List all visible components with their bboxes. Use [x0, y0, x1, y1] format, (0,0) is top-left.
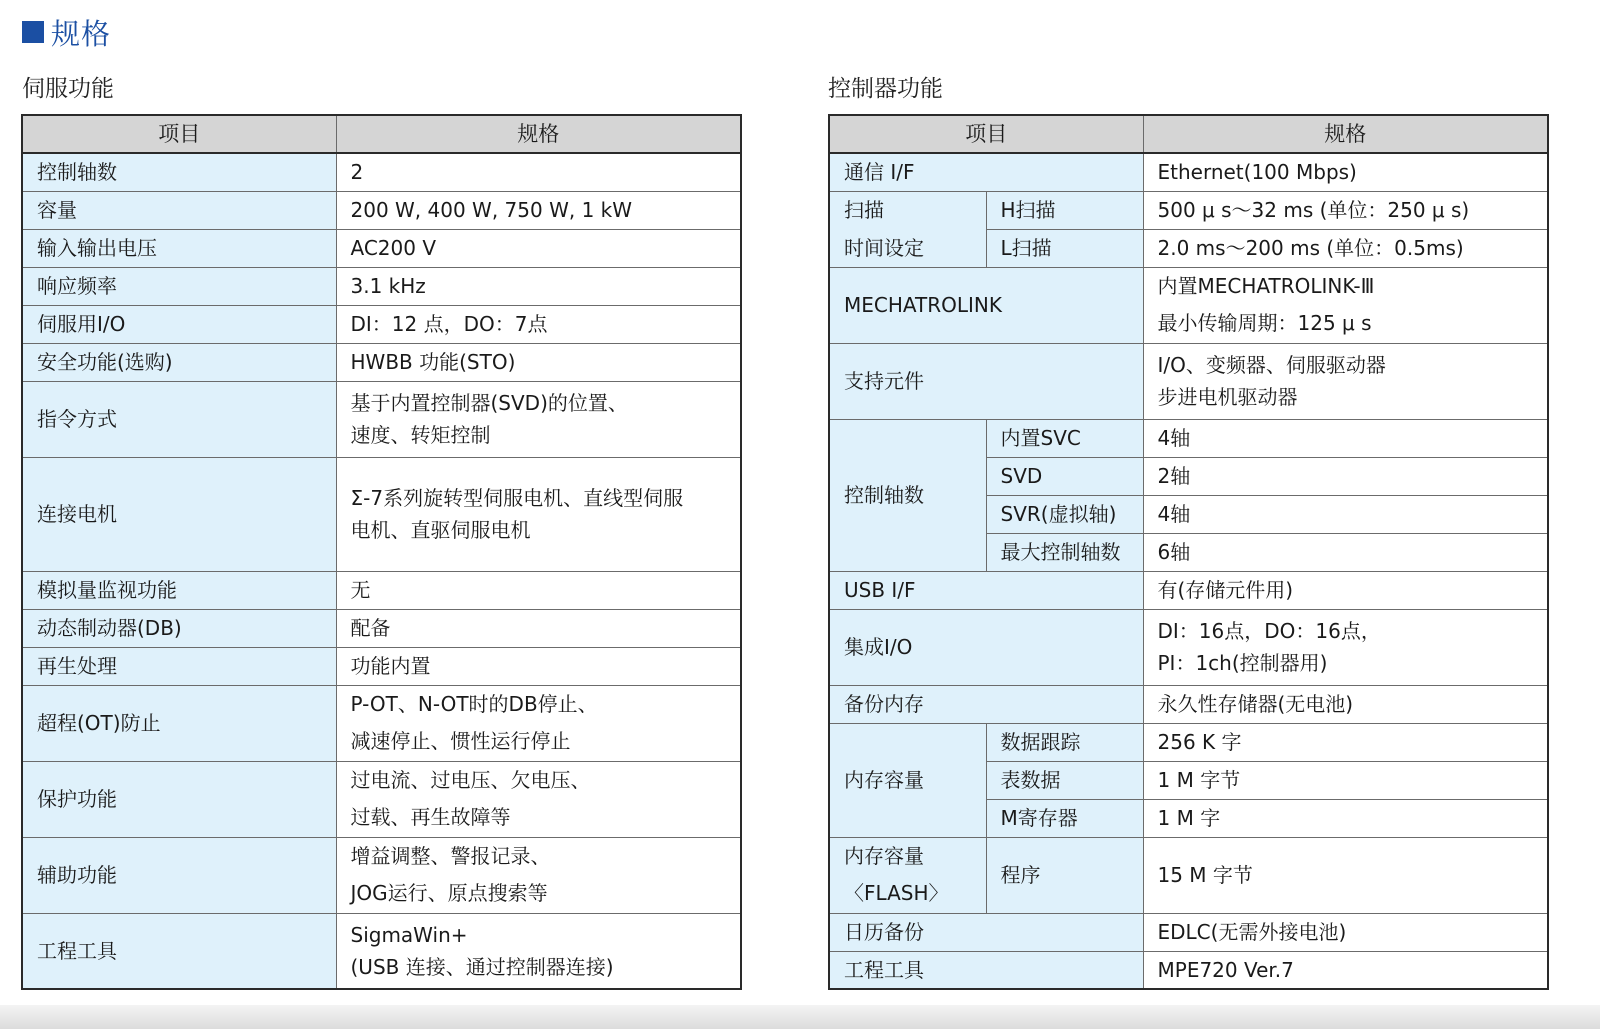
row-label: 内存容量	[829, 723, 986, 837]
row-value-line: 内置MECHATROLINK-Ⅲ	[1157, 274, 1375, 298]
row-sublabel: 数据跟踪	[986, 723, 1143, 761]
row-value-line: Σ-7系列旋转型伺服电机、直线型伺服	[350, 486, 684, 510]
row-value: 4轴	[1143, 495, 1548, 533]
row-sublabel: 程序	[986, 837, 1143, 913]
row-label: MECHATROLINK	[829, 267, 1143, 343]
table-row	[22, 647, 741, 685]
table-row	[829, 571, 1548, 609]
table-row	[829, 685, 1548, 723]
row-label: 动态制动器(DB)	[22, 609, 336, 647]
row-value-line: 过载、再生故障等	[350, 805, 511, 829]
row-label: 容量	[22, 191, 336, 229]
col-header-item: 项目	[829, 115, 1143, 153]
row-value: HWBB 功能(STO)	[336, 343, 741, 381]
table-row	[22, 457, 741, 571]
row-value: 6轴	[1143, 533, 1548, 571]
servo-section-title: 伺服功能	[22, 76, 114, 102]
row-label	[829, 191, 986, 267]
row-sublabel: H扫描	[986, 191, 1143, 229]
row-value-line: (USB 连接、通过控制器连接)	[350, 954, 614, 979]
table-row	[829, 343, 1548, 419]
row-value-line: DI：16点，DO：16点，	[1157, 619, 1381, 643]
row-label: 备份内存	[829, 685, 1143, 723]
heading-square-icon	[22, 21, 44, 43]
row-value	[336, 761, 741, 837]
row-sublabel: SVR(虚拟轴)	[986, 495, 1143, 533]
row-value-line: 步进电机驱动器	[1157, 385, 1298, 409]
table-row	[22, 609, 741, 647]
row-value	[1143, 267, 1548, 343]
row-value-line: 速度、转矩控制	[350, 423, 491, 447]
row-label: 超程(OT)防止	[22, 685, 336, 761]
row-value-line: 过电流、过电压、欠电压、	[350, 768, 591, 792]
table-row	[22, 229, 741, 267]
page-bottom-band	[0, 1005, 1600, 1029]
row-value-line: JOG运行、原点搜索等	[350, 881, 548, 905]
row-value-line: P-OT、N-OT时的DB停止、	[350, 692, 598, 716]
row-value: DI：12 点，DO：7点	[336, 305, 741, 343]
row-value: 2轴	[1143, 457, 1548, 495]
row-sublabel: M寄存器	[986, 799, 1143, 837]
row-label: 输入输出电压	[22, 229, 336, 267]
row-value: 15 M 字节	[1143, 837, 1548, 913]
row-label-line: 扫描	[844, 198, 884, 222]
table-row	[829, 951, 1548, 989]
servo-spec-table	[21, 114, 742, 990]
row-label-line: 内存容量	[844, 844, 924, 868]
row-value-line: I/O、变频器、伺服驱动器	[1157, 353, 1386, 377]
table-row	[829, 723, 1548, 761]
row-value: 1 M 字	[1143, 799, 1548, 837]
row-sublabel: 最大控制轴数	[986, 533, 1143, 571]
row-value: 1 M 字节	[1143, 761, 1548, 799]
row-label-line: 时间设定	[844, 236, 924, 260]
row-label: 通信 I/F	[829, 153, 1143, 191]
table-header-row	[829, 115, 1548, 153]
table-row	[829, 153, 1548, 191]
row-label: 伺服用I/O	[22, 305, 336, 343]
row-label-line: 〈FLASH〉	[844, 881, 949, 905]
table-row	[829, 191, 1548, 229]
row-label: 保护功能	[22, 761, 336, 837]
row-label: 辅助功能	[22, 837, 336, 913]
row-value: 4轴	[1143, 419, 1548, 457]
row-value-line: 电机、直驱伺服电机	[350, 518, 531, 542]
row-value	[336, 457, 741, 571]
row-label: 再生处理	[22, 647, 336, 685]
row-label: 指令方式	[22, 381, 336, 457]
table-row	[22, 837, 741, 913]
row-value	[336, 685, 741, 761]
row-label: 响应频率	[22, 267, 336, 305]
section-heading	[22, 12, 111, 52]
row-label: 工程工具	[829, 951, 1143, 989]
table-row	[22, 191, 741, 229]
row-label: USB I/F	[829, 571, 1143, 609]
row-value: EDLC(无需外接电池)	[1143, 913, 1548, 951]
row-label: 安全功能(选购)	[22, 343, 336, 381]
row-value: 配备	[336, 609, 741, 647]
col-header-spec: 规格	[1143, 115, 1548, 153]
row-label	[829, 837, 986, 913]
table-row	[22, 305, 741, 343]
row-sublabel: 表数据	[986, 761, 1143, 799]
heading-title: 规格	[51, 16, 112, 51]
row-value-line: 增益调整、警报记录、	[350, 844, 551, 868]
table-row	[22, 913, 741, 989]
table-row	[22, 343, 741, 381]
table-row	[829, 609, 1548, 685]
row-value: 功能内置	[336, 647, 741, 685]
row-value: Ethernet(100 Mbps)	[1143, 153, 1548, 191]
controller-section-title: 控制器功能	[828, 76, 943, 102]
table-row	[22, 571, 741, 609]
row-value: 200 W, 400 W, 750 W, 1 kW	[336, 191, 741, 229]
row-value: 2	[336, 153, 741, 191]
row-value	[336, 381, 741, 457]
row-sublabel: SVD	[986, 457, 1143, 495]
table-row	[22, 153, 741, 191]
row-value: 永久性存储器(无电池)	[1143, 685, 1548, 723]
row-sublabel: L扫描	[986, 229, 1143, 267]
table-row	[22, 267, 741, 305]
row-value-line: 最小传输周期：125 μ s	[1157, 311, 1372, 335]
row-value	[1143, 609, 1548, 685]
row-value: 3.1 kHz	[336, 267, 741, 305]
row-label: 控制轴数	[829, 419, 986, 571]
table-row	[829, 419, 1548, 457]
col-header-item: 项目	[22, 115, 336, 153]
row-label: 日历备份	[829, 913, 1143, 951]
row-label: 连接电机	[22, 457, 336, 571]
row-value	[336, 913, 741, 989]
row-value	[336, 837, 741, 913]
row-value: 无	[336, 571, 741, 609]
row-label: 模拟量监视功能	[22, 571, 336, 609]
col-header-spec: 规格	[336, 115, 741, 153]
row-value: 256 K 字	[1143, 723, 1548, 761]
table-header-row	[22, 115, 741, 153]
row-value: MPE720 Ver.7	[1143, 951, 1548, 989]
row-label: 集成I/O	[829, 609, 1143, 685]
row-label: 控制轴数	[22, 153, 336, 191]
table-row	[22, 761, 741, 837]
controller-spec-table	[828, 114, 1549, 990]
table-row	[22, 381, 741, 457]
table-row	[22, 685, 741, 761]
table-row	[829, 913, 1548, 951]
row-label: 工程工具	[22, 913, 336, 989]
row-sublabel: 内置SVC	[986, 419, 1143, 457]
row-value: 2.0 ms～200 ms (单位：0.5ms)	[1143, 229, 1548, 267]
row-value: 有(存储元件用)	[1143, 571, 1548, 609]
row-value: 500 μ s～32 ms (单位：250 μ s)	[1143, 191, 1548, 229]
table-row	[829, 837, 1548, 913]
table-row	[829, 267, 1548, 343]
row-value-line: SigmaWin+	[350, 922, 468, 947]
row-value-line: 基于内置控制器(SVD)的位置、	[350, 391, 628, 415]
row-label: 支持元件	[829, 343, 1143, 419]
row-value	[1143, 343, 1548, 419]
row-value-line: 减速停止、惯性运行停止	[350, 729, 571, 753]
row-value-line: PI：1ch(控制器用)	[1157, 651, 1328, 675]
row-value: AC200 V	[336, 229, 741, 267]
